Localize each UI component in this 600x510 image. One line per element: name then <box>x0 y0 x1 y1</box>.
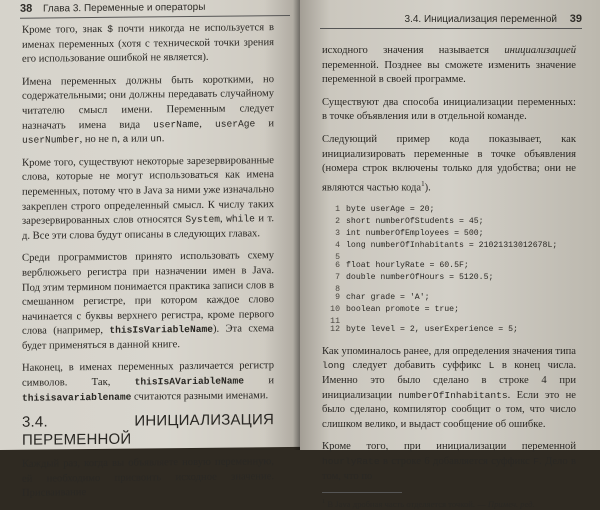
code-line-number: 3 <box>335 228 340 238</box>
code-line <box>328 260 576 272</box>
float-suffix-paragraph: Кроме того, при инициализации переменной hourlyRate в строке 6 добавляется суффикс F. Дело в том, что по <box>322 441 576 482</box>
footnote-text: В Java дробная часть отделяется точкой. — <box>327 499 486 510</box>
inline-code: n <box>111 133 118 145</box>
initialization-definition-paragraph: исходного значения называется инициализацией переменной. Позднее вы сможете изменить значение переменной в своей программе. <box>322 45 576 86</box>
code-line-number: 12 <box>330 324 340 334</box>
inline-code: F <box>533 456 539 468</box>
inline-code: a <box>122 133 129 145</box>
left-page-number: 38 <box>20 2 33 15</box>
initialization-ways-paragraph: Существуют два способа инициализации переменных: в точке объявления или в отдельной команде. <box>322 96 576 123</box>
inline-code: userAge <box>214 117 256 130</box>
left-paragraph-1: Кроме того, знак $ почти никогда не используется в именах переменных (хотя с технической точки зрения его использование ошибкой не является). <box>22 22 275 65</box>
left-paragraph-2: Имена переменных должны быть короткими, но содержательными; они должны передавать случайному читателю смысл имени. Переменным следует назначать имена вида userName, userAge и userNumber, но не n, a или un. <box>22 73 275 146</box>
code-line-number: 5 <box>335 252 340 262</box>
inline-code: un <box>150 133 162 145</box>
inline-code: L <box>488 360 495 372</box>
code-line-number: 2 <box>335 216 340 226</box>
footnote-marker: 1 <box>322 498 326 506</box>
code-line-number: 9 <box>335 292 340 302</box>
footnote-signature: Примеч. ред. <box>487 499 535 510</box>
left-paragraph-4: Среди программистов принято использовать схему верблюжьего регистра при назначении имен в Java. Под этим термином понимается практика записи слов в смешанном регистре, при котором каждое слово начинается с буквы верхнего регистра, кроме первого слова (например, thisIsVariableName). Эта схема будет применяться в данной книге. <box>22 250 274 352</box>
code-line <box>328 240 576 252</box>
italic-term: инициализацией <box>504 45 576 56</box>
inline-code: numberOfInhabitants <box>398 389 508 401</box>
section-heading: 3.4. ИНИЦИАЛИЗАЦИЯ ПЕРЕМЕННОЙ <box>22 411 274 450</box>
code-line-text: char grade = 'A'; <box>346 292 430 302</box>
code-line-text: long numberOfInhabitants = 21021313012678L; <box>346 240 558 250</box>
code-listing <box>328 204 576 336</box>
code-line <box>328 324 576 336</box>
code-line <box>328 284 576 292</box>
left-paragraphs <box>22 21 274 406</box>
right-section-title: 3.4. Инициализация переменной <box>404 14 557 25</box>
code-line-number: 6 <box>335 260 340 270</box>
right-running-head <box>320 13 582 29</box>
code-line-number: 4 <box>335 240 340 250</box>
left-page <box>0 0 300 500</box>
inline-code: userNumber <box>22 134 80 146</box>
code-line <box>328 216 576 228</box>
left-body-text <box>22 21 274 510</box>
inline-code: userName <box>153 118 200 130</box>
left-running-head <box>20 0 290 19</box>
footnote <box>322 496 576 510</box>
code-line <box>328 272 576 284</box>
code-line-text: byte userAge = 20; <box>346 204 435 214</box>
section-intro-paragraph: Каждый раз, когда вы объявляете новую переменную, ей необходимо присвоить исходное значение. Присваивание <box>22 456 274 500</box>
code-line <box>328 292 576 304</box>
code-line <box>328 252 576 260</box>
code-line-text: short numberOfStudents = 45; <box>346 216 484 226</box>
inline-code: $ <box>107 23 113 35</box>
right-body-text <box>322 44 576 510</box>
inline-code: long <box>322 360 346 372</box>
footnote-divider <box>322 492 402 493</box>
code-line <box>328 204 576 216</box>
code-line-number: 8 <box>335 284 340 294</box>
inline-code: System <box>185 213 220 226</box>
code-line-text: byte level = 2, userExperience = 5; <box>346 324 518 334</box>
code-line-text: float hourlyRate = 60.5F; <box>346 260 469 270</box>
code-line-text: boolean promote = true; <box>346 304 460 314</box>
right-page <box>300 0 600 510</box>
inline-code: thisIsVariableName <box>109 324 213 337</box>
long-suffix-paragraph: Как упоминалось ранее, для определения значения типа long следует добавить суффикс L в конец числа. Именно это было сделано в строке 4 при инициализации numberOfInhabitants. Если это не было сделано, компилятор сообщит о том, что число слишком велико, и выдаст сообщение об ошибке. <box>322 345 576 430</box>
code-line-number: 11 <box>330 316 340 326</box>
right-page-number: 39 <box>569 13 582 25</box>
inline-code: while <box>226 213 255 225</box>
code-line-number: 7 <box>335 272 340 282</box>
code-intro-paragraph: Следующий пример кода показывает, как инициализировать переменные в точке объявления (номера строк включены только для удобства; они не являются частью кода$^1$). <box>322 133 576 194</box>
footnote-reference: 1 <box>421 179 425 188</box>
code-line-text: double numberOfHours = 5120.5; <box>346 272 494 282</box>
left-paragraph-5: Наконец, в именах переменных различается регистр символов. Так, thisIsAVariableName и thisisavariablename считаются разными именами. <box>22 360 274 404</box>
inline-code: thisisavariablename <box>22 391 132 404</box>
code-line <box>328 304 576 316</box>
left-chapter-title: Глава 3. Переменные и операторы <box>43 1 206 15</box>
code-line-number: 10 <box>330 304 340 314</box>
code-line <box>328 228 576 240</box>
code-line-text: int numberOfEmployees = 500; <box>346 228 484 238</box>
left-paragraph-3: Кроме того, существуют некоторые зарезервированные слова, которые не могут использоваться как имена переменных, потому что в Java за ними уже изначально закреплен строго определенный смысл. К числу таких зарезервированных слов относятся System, while и т. д. Все эти слова будут описаны в следующих главах. <box>22 154 274 242</box>
code-line-number: 1 <box>335 204 340 214</box>
inline-code: thisIsAVariableName <box>134 375 245 388</box>
code-line <box>328 316 576 324</box>
inline-code: hourlyRate <box>322 456 380 468</box>
